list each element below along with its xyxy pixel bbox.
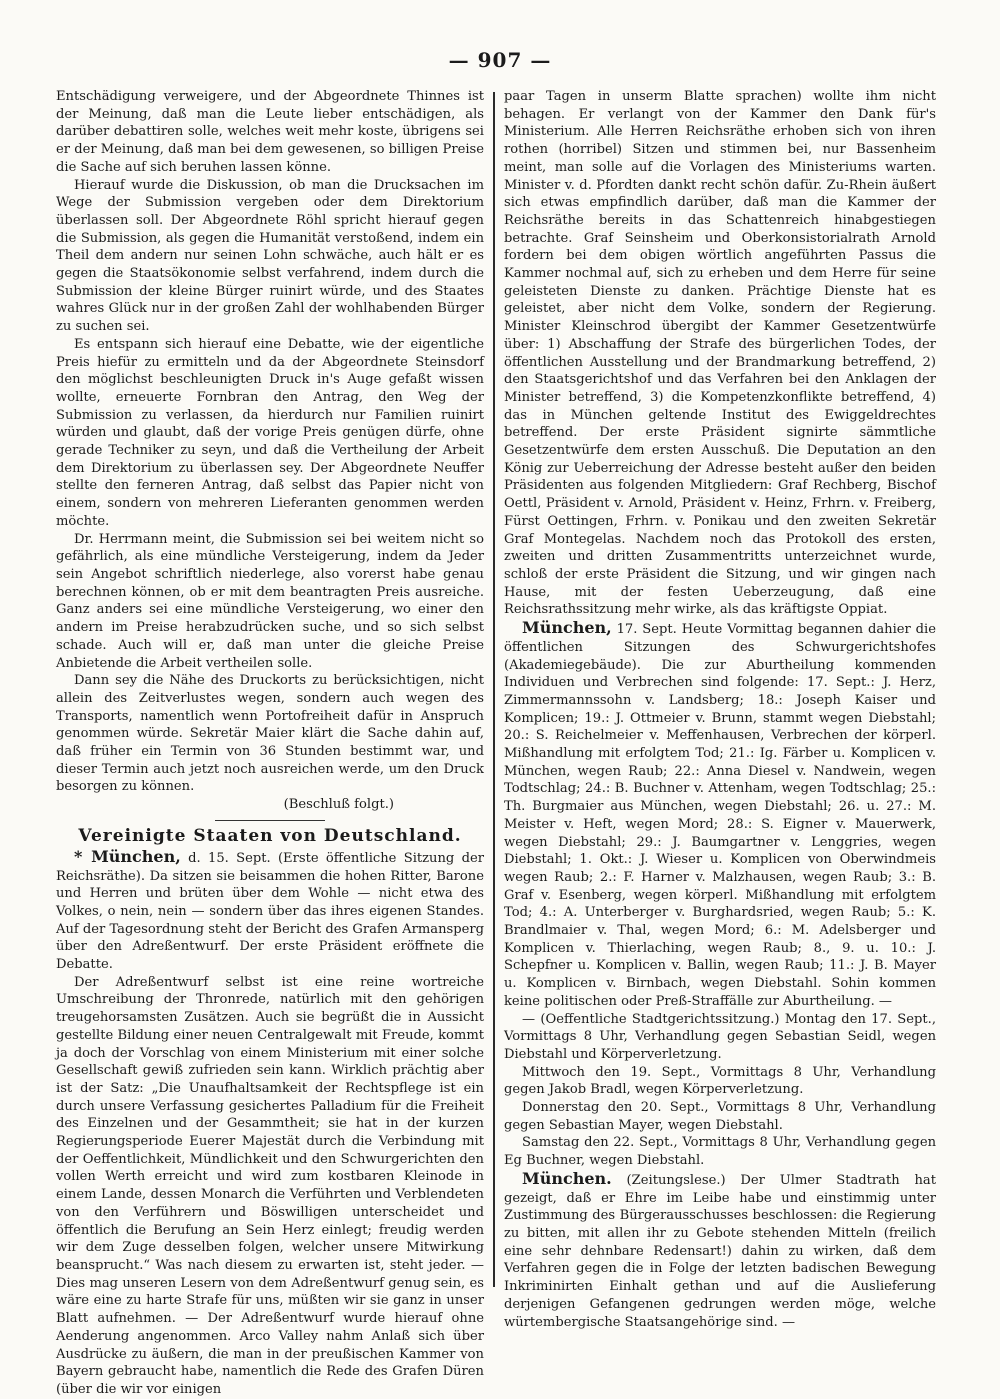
page-number: — 907 — [448, 48, 552, 72]
paragraph: paar Tagen in unserm Blatte sprachen) wollte ihm nicht behagen. Er verlangt von der Kammer den Dank für's Ministerium. Alle Herren Reichsräthe erhoben sich von ihren rothen (horribel) Sitzen und stimmen bei, nur Bassenheim meint, man solle auf die Vorlagen des Ministeriums warten. Minister v. d. Pfordten dankt recht schön dafür. Zu-Rhein äußert sich etwas empfindlich darüber, daß man die Kammer der Reichsräthe bereits in das Schattenreich hinabgestiegen betrachte. Graf Seinsheim und Oberkonsistorialrath Arnold fordern bei dem obigen wörtlich angeführten Passus die Kammer nochmal auf, sich zu erheben und dem Herre für seine geleisteten Dienste zu danken. Prächtige Dienste hat es geleistet, aber nicht dem Volke, sondern der Regierung. Minister Kleinschrod übergibt der Kammer Gesetzentwürfe über: 1) Abschaffung der Strafe des bürgerlichen Todes, der öffentlichen Ausstellung und der Brandmarkung betreffend, 2) den Staatsgerichtshof und das Verfahren bei den Anklagen der Minister betreffend, 3) die Kompetenzkonflikte betreffend, 4) das in München geltende Institut des Ewiggeldrechtes betreffend. Der erste Präsident signirte sämmtliche Gesetzentwürfe dem ersten Ausschuß. Die Deputation an den König zur Ueberreichung der Adresse besteht außer den beiden Präsidenten aus folgenden Mitgliedern: Graf Rechberg, Bischof Oettl, Präsident v. Arnold, Präsident v. Heinz, Frhrn. v. Freiberg, Fürst Oettingen, Frhrn. v. Ponikau und den zweiten Sekretär Graf Montegelas. Nachdem noch das Protokoll des ersten, zweiten und dritten Zusammentritts unterzeichnet wurde, schloß der erste Präsident die Sitzung, und wir gingen nach Hause, mit der festen Ueberzeugung, daß eine Reichsrathssitzung mehr wirke, als das kräftigste Oppiat. [504, 89, 936, 618]
paragraph: Es entspann sich hierauf eine Debatte, wie der eigentliche Preis hiefür zu ermitteln und da der Abgeordnete Steinsdorf den möglichst beschleunigten Druck in's Auge gefaßt wissen wollte, erneuerte Fornbran den Antrag, den Weg der Submission zu verlassen, da hierdurch nur Familien ruinirt würden und glaubt, daß der vorige Preis genügen dürfe, ohne gerade Techniker zu seyn, und daß die Vertheilung der Arbeit dem Direktorium zu überlassen sey. Der Abgeordnete Neuffer stellte den ferneren Antrag, daß selbst das Papier nicht von einem, sondern von mehreren Lieferanten genommen werden möchte. [56, 336, 484, 529]
continuation-note: (Beschluß folgt.) [283, 797, 394, 813]
left-column [56, 88, 484, 1397]
paragraph: Dr. Herrmann meint, die Submission sei bei weitem nicht so gefährlich, als eine mündliche Versteigerung, indem da Jeder sein Angebot schriftlich niederlege, also vorerst habe genau berechnen können, ob er mit dem beantragten Preis ausreiche. Ganz anders sei eine mündliche Versteigerung, wo einer den andern im Preise herabzudrücken suche, und so sich selbst schade. Auch will er, daß man unter die gleiche Preise Anbietende die Arbeit vertheilen solle. [56, 531, 484, 671]
paragraph-text: (Zeitungslese.) Der Ulmer Stadtrath hat gezeigt, daß er Ehre im Leibe habe und einstimmig unter Zustimmung des Bürgerausschusses beschlossen: die Regierung zu bitten, mit allen ihr zu Gebote stehenden Mitteln (freilich eine sehr dehnbare Redensart!) dahin zu wirken, daß dem Verfahren gegen die in Folge der letzten badischen Bewegung Inkriminirten Einhalt gethan und auf die Auslieferung derjenigen Gefangenen gedrungen werden möge, welche würtembergische Staatsangehörige sind. — [504, 1172, 936, 1330]
section-rule [215, 820, 325, 821]
paragraph [504, 1170, 936, 1331]
paragraph: Mittwoch den 19. Sept., Vormittags 8 Uhr, Verhandlung gegen Jakob Bradl, wegen Körperverletzung. [504, 1064, 936, 1098]
dateline: * München, [74, 846, 181, 866]
paragraph: Samstag den 22. Sept., Vormittags 8 Uhr, Verhandlung gegen Eg Buchner, wegen Diebstahl. [504, 1135, 936, 1169]
dateline: München, [522, 618, 612, 638]
paragraph: — (Oeffentliche Stadtgerichtssitzung.) Montag den 17. Sept., Vormittags 8 Uhr, Verhandlung gegen Sebastian Seidl, wegen Diebstahl und Körperverletzung. [504, 1011, 936, 1062]
paragraph [56, 848, 484, 974]
column-divider [493, 92, 495, 1287]
right-column [504, 88, 936, 1330]
dateline: München. [522, 1168, 612, 1188]
paragraph: Dann sey die Nähe des Druckorts zu berücksichtigen, nicht allein des Zeitverlustes wegen, sondern auch wegen des Transports, namentlich wenn Portofreiheit dafür in Anspruch genommen würde. Sekretär Maier klärt die Sache dahin auf, daß früher ein Termin von 36 Stunden bestimmt war, und dieser Termin auch jetzt noch ausreichen werde, um den Druck besorgen zu können. [56, 673, 484, 795]
paragraph: Der Adreßentwurf selbst ist eine reine wortreiche Umschreibung der Thronrede, natürlich mit den gehörigen treugehorsamsten Zusätzen. Auch sie begrüßt die in Aussicht gestellte Bildung einer neuen Centralgewalt mit Freude, kommt ja doch der Vorschlag von einem Ministerium mit einer solche Gesellschaft gewiß zufrieden sein kann. Wirklich prächtig aber ist der Satz: „Die Unaufhaltsamkeit der Rechtspflege ist ein durch unsere Verfassung gesichertes Palladium für die Freiheit des Einzelnen und der Gesammtheit; sie hat in der kurzen Regierungsperiode Euerer Majestät durch die Verbindung mit der Oeffentlichkeit, Mündlichkeit und den Schwurgerichten den vollen Werth erreicht und wird zum kostbaren Kleinode in einem Lande, dessen Monarch die Verführten und Verblendeten von den Verführern und Böswilligen unterscheidet und öffentlich die Berufung an Sein Herz einlegt; freudig werden wir dem Zuge desselben folgen, welcher unsere Mitwirkung beansprucht.“ Was nach diesem zu erwarten ist, steht jeder. — Dies mag unseren Lesern von dem Adreßentwurf genug sein, es wäre eine zu harte Strafe für uns, müßten wir sie ganz in unser Blatt aufnehmen. — Der Adreßentwurf wurde hierauf ohne Aenderung angenommen. Arco Valley nahm Anlaß sich über Ausdrücke zu äußern, die man in der preußischen Kammer von Bayern gebraucht habe, namentlich die Rede des Grafen Düren (über die wir vor einigen [56, 974, 484, 1397]
paragraph [504, 619, 936, 1010]
paragraph: Hierauf wurde die Diskussion, ob man die Drucksachen im Wege der Submission vergeben oder dem Direktorium überlassen soll. Der Abgeordnete Röhl spricht hierauf gegen die Submission, als gegen die Humanität verstoßend, indem ein Theil dem andern nur seinen Lohn schwäche, auch hält er es gegen die Staatsökonomie selbst verfahrend, indem durch die Submission der kleine Bürger ruinirt würde, und des Staates wahres Glück nur in der großen Zahl der wohlhabenden Bürger zu suchen sei. [56, 177, 484, 335]
paragraph: Donnerstag den 20. Sept., Vormittags 8 Uhr, Verhandlung gegen Sebastian Mayer, wegen Diebstahl. [504, 1100, 936, 1133]
paragraph-text: d. 15. Sept. (Erste öffentliche Sitzung der Reichsräthe). Da sitzen sie beisammen die hohen Ritter, Barone und Herren und brüten über dem Wohle — nicht etwa des Volkes, o nein, nein — sondern über das ihres eigenen Standes. Auf der Tagesordnung steht der Bericht des Grafen Armansperg über den Adreßentwurf. Der erste Präsident eröffnete die Debatte. [56, 850, 484, 973]
paragraph-text: 17. Sept. Heute Vormittag begannen dahier die öffentlichen Sitzungen des Schwurgerichtshofes (Akademiegebäude). Die zur Aburtheilung kommenden Individuen und Verbrechen sind folgende: 17. Sept.: J. Herz, Zimmermannssohn v. Landsberg; 18.: Joseph Kaiser und Komplicen; 19.: J. Ottmeier v. Brunn, stammt wegen Diebstahl; 20.: S. Reichelmeier v. Meffenhausen, Verbrechen der körperl. Mißhandlung mit erfolgtem Tod; 21.: Ig. Färber u. Komplicen v. München, wegen Raub; 22.: Anna Diesel v. Nandwein, wegen Todtschlag; 24.: B. Buchner v. Attenham, wegen Todtschlag; 25.: Th. Burgmaier aus München, wegen Diebstahl; 26. u. 27.: M. Meister v. Heft, wegen Mord; 28.: S. Eigner v. Mauerwerk, wegen Diebstahl; 29.: J. Baumgartner v. Lenggries, wegen Diebstahl; 1. Okt.: J. Wieser u. Komplicen von Oberwindmeis wegen Raub; 2.: F. Harner v. Malzhausen, wegen Raub; 3.: B. Graf v. Esenberg, wegen körperl. Mißhandlung mit erfolgtem Tod; 4.: A. Unterberger v. Burghardsried, wegen Raub; 5.: K. Brandlmaier v. Thal, wegen Mord; 6.: M. Adelsberger und Komplicen v. Thierlaching, wegen Raub; 8., 9. u. 10.: J. Schepfner u. Komplicen v. Ballin, wegen Raub; 11.: J. B. Mayer u. Komplicen v. Birnbach, wegen Diebstahl. Sohin kommen keine politischen oder Preß-Straffälle zur Aburtheilung. — [504, 622, 936, 1009]
section-heading: Vereinigte Staaten von Deutschland. [78, 825, 462, 846]
paragraph: Entschädigung verweigere, und der Abgeordnete Thinnes ist der Meinung, daß man die Leute lieber entschädigen, als darüber debattiren solle, welches weit mehr koste, übrigens sei er der Meinung, daß man bei dem gewesenen, so billigen Preise die Sache auf sich beruhen lassen könne. [56, 89, 484, 175]
